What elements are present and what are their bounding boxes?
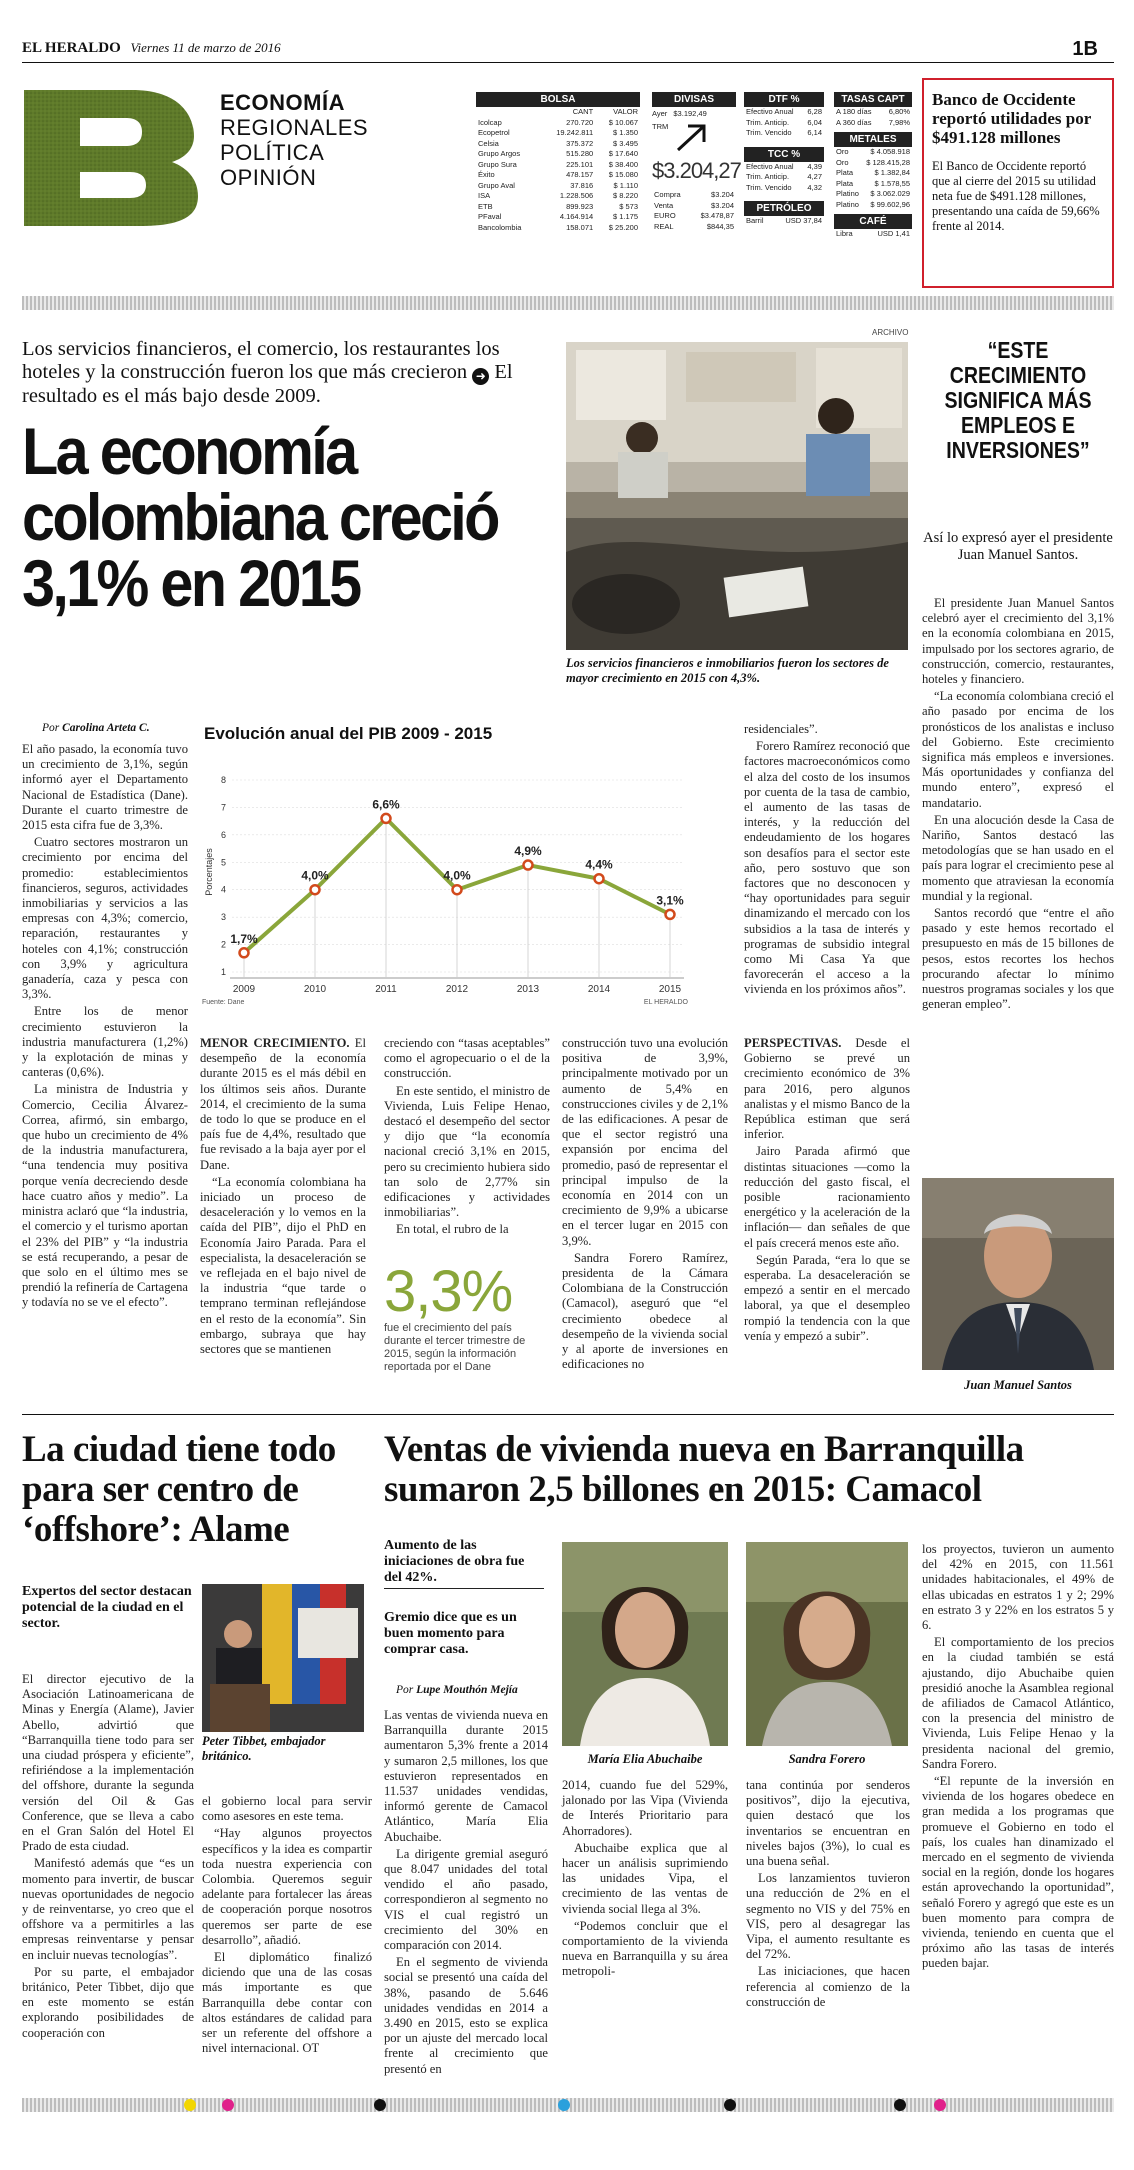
- chart-data-label: 4,0%: [301, 868, 329, 883]
- paragraph: En una alocución desde la Casa de Nariño, Santos destacó las metodologías que se han usado en el país para lograr el crecimiento pese al momento que atraviesan la economía mundial y la regional.: [922, 812, 1114, 903]
- row-label: Ecopetrol: [478, 128, 510, 137]
- santos-caption: Juan Manuel Santos: [964, 1378, 1072, 1392]
- divisas-ayer-value: $3.192,49: [673, 109, 707, 118]
- chart-point: [595, 874, 604, 883]
- paragraph: creciendo con “tasas aceptables” como el agropecuario o el de la construcción.: [384, 1036, 550, 1081]
- paper-name: EL HERALDO: [22, 40, 121, 56]
- bolsa-row: [476, 170, 640, 181]
- chart-y-tick: 8: [220, 775, 226, 785]
- row-value: 1.228.506: [559, 191, 594, 200]
- dtf-row: [744, 118, 824, 129]
- petroleo-label: Barril: [746, 216, 764, 225]
- divisas-ayer-label: Ayer: [652, 109, 668, 118]
- paragraph: “Podemos concluir que el comportamiento de la vivienda nueva en Barranquilla y su área metropoli-: [562, 1918, 728, 1979]
- paragraph: residenciales”.: [744, 722, 818, 736]
- paragraph-text: El desempeño de la economía durante 2015 es el más débil en los últimos seis años. Durante 2014, el crecimiento de la suma de todo lo que se produce en el país fue de 4,4%, resultado que fue revisado a la baja ayer por el Dane.: [200, 1036, 366, 1172]
- kicker-perspectivas: PERSPECTIVAS.: [744, 1036, 842, 1050]
- byline-author: Lupe Mouthón Mejía: [416, 1684, 518, 1696]
- paragraph: Las ventas de vivienda nueva en Barranquilla durante 2015 aumentaron 5,3% frente a 2014 y sumaron 2,5 millones, los que estuvieron representados en 11.537 unidades vendidas, informó gerente de Camacol Atlántico, María Elia Abuchaibe.: [384, 1708, 548, 1844]
- section-economia: ECONOMÍA: [220, 90, 345, 115]
- row-label: Bancolombia: [478, 222, 522, 232]
- paragraph: construcción tuvo una evolución positiva de 3,9%, principalmente motivado por un aumento de 5,4% en construcciones civiles y de 2,1% de las edificaciones. A pesar de que el sector registró una expansión por encima del promedio, pasó de representar el principal impulso de la economía en 2014 con un crecimiento de 9,9% a ubicarse en el tercer lugar en 2015 con 3,9%.: [562, 1036, 728, 1248]
- row-label: PFaval: [478, 212, 502, 221]
- lead-column-2: [200, 1036, 366, 1359]
- row-value: 4,39: [807, 161, 822, 171]
- paragraph-text: Desde el Gobierno se prevé un crecimiento económico de 3% para 2016, pero algunos analistas y el mismo Banco de la República estiman que será inferior.: [744, 1036, 910, 1142]
- chart-data-label: 1,7%: [230, 931, 258, 946]
- row-value: $ 1.350: [612, 128, 638, 137]
- vivienda-column-2: [562, 1778, 728, 1982]
- chart-y-tick: 5: [220, 857, 226, 868]
- ambassador-caption: Peter Tibbet, embajador británico.: [202, 1734, 326, 1763]
- lead-deck: [22, 338, 562, 408]
- cafe-label: Libra: [836, 229, 853, 238]
- page-number: 1B: [1072, 38, 1098, 60]
- row-label: Efectivo Anual: [746, 107, 794, 116]
- paragraph: tana continúa por senderos positivos”, dijo la ejecutiva, quien destacó que los inventarios se encuentran en niveles bajos (3%), lo cual es una buena señal.: [746, 1778, 910, 1869]
- pib-line-chart: [200, 722, 690, 1007]
- paragraph: Por su parte, el embajador británico, Peter Tibbet, dijo que en este momento se están explorando posibilidades de cooperación con: [22, 1964, 194, 2040]
- row-value: $ 25.200: [608, 222, 638, 232]
- chart-point: [382, 814, 391, 823]
- divisas-table: [652, 92, 741, 232]
- offshore-column-2: [202, 1794, 372, 2058]
- row-value: $3.204: [711, 200, 734, 210]
- chart-data-label: 4,4%: [585, 857, 613, 872]
- row-value: $3.478,87: [700, 211, 734, 220]
- chart-point: [311, 885, 320, 894]
- occidente-brief: [922, 78, 1114, 288]
- lead-column-5-top: [744, 722, 910, 1000]
- bank-tellers-photo: [566, 342, 908, 650]
- paragraph: “El repunte de la inversión en vivienda de los hogares obedece en gran medida a los programas que promueve el Gobierno en todo el país, los cuales han dinamizado el mercado en el segmento de vivienda social en la región, donde los hogares están aprovechando la oportunidad”, señaló Forero y agregó que este es un buen momento para compra de vivienda, teniendo en cuenta que el próximo año las tasas de interés pueden bajar.: [922, 1774, 1114, 1971]
- chart-data-label: 3,1%: [656, 893, 684, 908]
- masthead: [22, 40, 281, 57]
- bolsa-row: [476, 191, 640, 202]
- paragraph: El comportamiento de los precios en la ciudad también se está ajustando, dijo Abuchaibe quien presidió anoche la Asamblea regional de afiliados de Camacol Atlántico, con la presencia del ministro de Vivienda, Luis Felipe Henao y la presidenta nacional del gremio, Sandra Forero.: [922, 1635, 1114, 1771]
- separator-stripe: [22, 296, 1114, 310]
- row-value: $ 3.062.029: [870, 189, 910, 198]
- row-value: $ 128.415,28: [866, 157, 910, 167]
- paragraph: Las iniciaciones, que hacen referencia al comienzo de la construcción de: [746, 1964, 910, 2009]
- paragraph: los proyectos, tuvieron un aumento del 42% en 2015, con 11.561 unidades habitacionales, el 49% de ellas ubicadas en estratos 1 y 2; 29% en estrato 3 y 22% en los estratos 5 y 6.: [922, 1542, 1114, 1633]
- tasas-table: [834, 92, 912, 240]
- row-value: 37.816: [570, 180, 594, 190]
- lead-headline: La economía colombiana creció 3,1% en 2015: [22, 414, 498, 620]
- row-value: $ 1.382,84: [874, 168, 910, 177]
- dtf-table: [744, 92, 824, 227]
- trm-value: $3.204,27: [652, 158, 741, 183]
- santos-intro: Así lo expresó ayer el presidente Juan Manuel Santos.: [923, 530, 1113, 563]
- divisas-row: [652, 222, 736, 233]
- chart-x-tick: 2011: [375, 984, 397, 995]
- cafe-title: CAFÉ: [834, 214, 912, 229]
- occidente-body: El Banco de Occidente reportó que al cierre del 2015 su utilidad neta fue de $491.128 millones, presentando una caída de 59,66% frente al 2014.: [932, 159, 1100, 233]
- row-value: 4,27: [807, 172, 822, 181]
- paragraph: En el segmento de vivienda social se presentó una caída del 38%, pasando de 5.646 unidades vendidas en 2014 a 3.490 en 2015, esto se explica por un ajuste del mercado local frente al crecimiento que presentó en: [384, 1955, 548, 2076]
- paragraph: El diplomático finalizó diciendo que una de las cosas más importante es que Barranquilla debe contar con altos estándares de calidad para ser un referente del offshore a nivel internacional. OT: [202, 1950, 372, 2056]
- row-value: 375.372: [566, 138, 594, 148]
- chart-x-tick: 2012: [445, 984, 469, 995]
- deck-part1: Los servicios financieros, el comercio, los restaurantes los hoteles y la construcción fueron los que más crecieron: [22, 338, 500, 383]
- section-politica: POLÍTICA: [220, 140, 325, 165]
- row-value: 4,32: [807, 182, 822, 192]
- tasas-row: [834, 107, 912, 118]
- row-value: $ 573: [619, 201, 638, 211]
- row-label: ETB: [478, 201, 493, 211]
- bolsa-row: [476, 128, 640, 139]
- row-value: 515.280: [566, 149, 594, 158]
- chart-point: [666, 910, 675, 919]
- chart-x-tick: 2010: [303, 984, 327, 995]
- row-label: Plata: [836, 168, 854, 177]
- chart-point: [453, 885, 462, 894]
- row-value: 158.071: [566, 222, 594, 232]
- paragraph: Entre los de menor crecimiento estuvieron la industria manufacturera (1,2%) y la explotación de minas y canteras (0,6%).: [22, 1004, 188, 1080]
- tasas-title: TASAS CAPT: [834, 92, 912, 107]
- dtf-row: [744, 128, 824, 139]
- divisas-row: [652, 201, 736, 212]
- santos-body: [922, 596, 1114, 1014]
- row-value: 6,14: [807, 128, 822, 137]
- deck-part2: El resultado es el más bajo desde 2009.: [22, 361, 513, 407]
- metales-row: [834, 168, 912, 179]
- abuchaibe-caption: María Elia Abuchaibe: [587, 1752, 703, 1766]
- chart-x-tick: 2013: [516, 984, 540, 995]
- metales-row: [834, 179, 912, 190]
- offshore-column-1: [22, 1672, 194, 2043]
- paragraph: El presidente Juan Manuel Santos celebró ayer el crecimiento del 3,1% en la economía colombiana en 2015, impulsado por los sectores agrario, de construcción, comercio, restaurantes, hoteles y financiero.: [922, 596, 1114, 687]
- row-label: Éxito: [478, 170, 495, 179]
- row-label: Compra: [654, 190, 681, 199]
- lead-byline: [42, 722, 150, 734]
- row-value: 478.157: [566, 170, 594, 179]
- paragraph: Los lanzamientos tuvieron una reducción de 2% en el segmento no VIS y del 75% en VIS, pero al desagregar las Vipa, el aumento resultante es del 72%.: [746, 1871, 910, 1962]
- chart-point: [524, 861, 533, 870]
- paragraph: Abuchaibe explica que al hacer un análisis suprimiendo las unidades Vipa, el crecimiento de las ventas de vivienda social llega al 3%.: [562, 1840, 728, 1916]
- chart-x-tick: 2009: [232, 984, 256, 995]
- bolsa-row: [476, 212, 640, 223]
- chart-y-tick: 2: [220, 939, 226, 950]
- paragraph: “La economía colombiana creció el año pasado por encima de los pronósticos de los analistas e incluso del Gobierno. Este crecimiento significa más empleos e inversiones. Más oportunidades y confianza del mundo entero”, expresó el mandatario.: [922, 689, 1114, 810]
- forero-portrait: [746, 1542, 908, 1746]
- row-label: Trim. Vencido: [746, 128, 792, 137]
- issue-date: Viernes 11 de marzo de 2016: [130, 40, 281, 55]
- row-value: $3.204: [711, 190, 734, 199]
- section-letter-logo: [22, 88, 200, 228]
- vivienda-column-4: [922, 1542, 1114, 1974]
- row-value: 6,04: [807, 117, 822, 127]
- paragraph: La dirigente gremial aseguró que 8.047 unidades del total vendido el año pasado, correspondieron al segmento no VIS el cual registró un crecimiento del 30% en comparación con 2014.: [384, 1846, 548, 1953]
- vivienda-headline: Ventas de vivienda nueva en Barranquilla sumaron 2,5 billones en 2015: Camacol: [384, 1429, 1024, 1510]
- chart-y-tick: 6: [220, 829, 226, 840]
- bolsa-row: [476, 118, 640, 129]
- row-label: A 180 días: [836, 107, 872, 116]
- row-value: $ 17.640: [608, 149, 638, 158]
- divisas-row: [652, 190, 736, 201]
- row-value: 19.242.811: [556, 128, 594, 137]
- lead-photo-caption: Los servicios financieros e inmobiliarios fueron los sectores de mayor crecimiento en 2015 con 4,3%.: [566, 656, 889, 685]
- row-label: Grupo Sura: [478, 159, 517, 169]
- row-label: Platino: [836, 189, 859, 198]
- divisas-trm-label: TRM: [652, 122, 669, 131]
- paragraph: Según Parada, “era lo que se esperaba. La desaceleración se empezó a sentir en el mercado laboral, ya que el desempleo rompió la tendencia con la que venía y empezó a subir”.: [744, 1252, 910, 1343]
- paragraph: Sandra Forero Ramírez, presidenta de la Cámara Colombiana de la Construcción (Camacol), aseguró que “el crecimiento obedece al desempeño de la vivienda social y al aporte de inversiones en edificaciones no: [562, 1250, 728, 1372]
- row-value: $ 8.220: [612, 191, 638, 200]
- cafe-value: USD 1,41: [877, 229, 910, 238]
- row-value: $ 10.067: [608, 117, 638, 127]
- chart-y-tick: 3: [220, 912, 226, 923]
- metales-title: METALES: [834, 132, 912, 147]
- metales-row: [834, 147, 912, 158]
- bolsa-row: [476, 181, 640, 192]
- chart-title: Evolución anual del PIB 2009 - 2015: [204, 724, 493, 743]
- row-label: EURO: [654, 211, 676, 220]
- paragraph: En total, el rubro de la: [396, 1222, 509, 1237]
- paragraph: “Hay algunos proyectos específicos y la idea es compartir toda nuestra experiencia con Colombia. Queremos seguir adelante para fortalecer las áreas de cooperación porque nosotros queremos ser parte de ese desarrollo”, añadió.: [202, 1826, 372, 1947]
- bolsa-title: BOLSA: [476, 92, 640, 107]
- vivienda-column-1: [384, 1708, 548, 2079]
- tasas-row: [834, 118, 912, 129]
- occidente-title: Banco de Occidente reportó utilidades por $491.128 millones: [932, 90, 1091, 147]
- chart-y-tick: 4: [220, 884, 226, 895]
- bolsa-row: [476, 202, 640, 213]
- bolsa-col-valor: VALOR: [613, 107, 638, 116]
- paragraph: Forero Ramírez reconoció que factores macroeconómicos como el alza del costo de los insumos por cuenta de la tasa de cambio, el aumento de las tasas de interés, y la reducción del endeudamiento de los hogares son desafíos para el sector este año, pero sostuvo que son factores que no desconocen y “hay oportunidades para seguir dinamizando el mercado con los subsidios a la tasa de interés y programas de subsidio integral como Mi Casa Ya que favorecerán el acceso a la vivienda en los próximos años”.: [744, 739, 910, 997]
- row-value: 6,80%: [888, 107, 910, 116]
- row-value: $ 4.058.918: [870, 147, 910, 156]
- forero-caption: Sandra Forero: [788, 1752, 866, 1766]
- lead-column-5-bottom: [744, 1036, 910, 1346]
- row-value: 899.923: [566, 201, 594, 211]
- chart-source: Fuente: Dane: [202, 999, 245, 1006]
- bolsa-row: [476, 160, 640, 171]
- chart-x-tick: 2014: [587, 984, 611, 995]
- row-value: $ 1.578,55: [874, 178, 910, 188]
- row-value: 7,98%: [888, 117, 910, 127]
- row-label: Celsia: [478, 138, 499, 148]
- row-label: Icolcap: [478, 117, 502, 127]
- row-value: $ 99.602,96: [870, 199, 910, 209]
- row-value: $ 15.080: [608, 170, 638, 179]
- metales-row: [834, 200, 912, 211]
- byline-prefix: Por: [42, 722, 60, 734]
- row-label: Platino: [836, 199, 859, 209]
- kicker-menor-crecimiento: MENOR CRECIMIENTO.: [200, 1036, 350, 1050]
- header-rule: [22, 62, 1114, 63]
- offshore-subhead: Expertos del sector destacan potencial de la ciudad en el sector.: [22, 1584, 192, 1631]
- metales-row: [834, 158, 912, 169]
- paragraph: el gobierno local para servir como asesores en este tema.: [202, 1794, 372, 1824]
- row-label: Efectivo Anual: [746, 161, 794, 171]
- row-label: ISA: [478, 191, 491, 200]
- paragraph: 2014, cuando fue del 529%, jalonado por las Vipa (Vivienda de Interés Prioritario para Ahorradores).: [562, 1778, 728, 1838]
- chart-x-tick: 2015: [658, 984, 682, 995]
- row-value: 4.164.914: [559, 212, 594, 221]
- tcc-title: TCC %: [744, 147, 824, 162]
- chart-data-label: 6,6%: [372, 797, 400, 812]
- row-label: Oro: [836, 147, 849, 156]
- row-label: Trim. Anticip.: [746, 172, 790, 181]
- metales-row: [834, 189, 912, 200]
- row-value: $844,35: [706, 221, 734, 231]
- row-label: Plata: [836, 178, 854, 188]
- paragraph: Santos recordó que “entre el año pasado y este hemos recortado el presupuesto en más de 15 billones de pesos, estos recortes los hechos procurando afectar lo mínimo nuestros programas sociales y los que generan empleo”.: [922, 906, 1114, 1012]
- bolsa-row: [476, 149, 640, 160]
- abuchaibe-portrait: [562, 1542, 728, 1746]
- row-label: Oro: [836, 157, 849, 167]
- santos-portrait: [922, 1178, 1114, 1370]
- highlight-figure: 3,3%: [384, 1259, 513, 1324]
- santos-quote: “ESTE CRECIMIENTO SIGNIFICA MÁS EMPLEOS E INVERSIONES”: [944, 337, 1092, 463]
- paragraph: Manifestó además que “es un momento para invertir, de buscar nuevas oportunidades de negocio y de reinventarse, yo creo que el offshore va a permitirles a las empresas reinventarse y pensar en incluir nuevas tecnologías”.: [22, 1856, 194, 1962]
- section-opinion: OPINIÓN: [220, 165, 317, 190]
- chart-data-label: 4,0%: [443, 868, 471, 883]
- paragraph: En este sentido, el ministro de Vivienda, Luis Felipe Henao, destacó el desempeño del sector y dijo que “la economía nacional creció 3,1% en 2015, pero su crecimiento hubiera sido tan solo de 2,77% sin edificaciones y actividades inmobiliarias”.: [384, 1083, 550, 1220]
- paragraph: [744, 1036, 910, 1142]
- byline-prefix: Por: [396, 1684, 414, 1696]
- tcc-row: [744, 183, 824, 194]
- offshore-headline: La ciudad tiene todo para ser centro de ‘offshore’: Alame: [22, 1429, 336, 1550]
- row-value: 6,28: [807, 107, 822, 116]
- row-label: A 360 días: [836, 117, 872, 127]
- paragraph: Cuatro sectores mostraron un crecimiento por encima del promedio: establecimientos financieros, seguros, actividades inmobiliarias y servicios a las empresas con 4,3%; comercio, reparación, restaurantes y hoteles con 4,1%; construcción con 3,9% y agricultura ganadería, caza y pesca con 3,3%.: [22, 835, 188, 1002]
- highlight-note: fue el crecimiento del país durante el tercer trimestre de 2015, según la información reportada por el Dane: [384, 1322, 526, 1373]
- arrow-right-circle-icon: ➜: [472, 368, 489, 385]
- tcc-row: [744, 162, 824, 173]
- bolsa-row: [476, 223, 640, 234]
- petroleo-title: PETRÓLEO: [744, 201, 824, 216]
- dtf-title: DTF %: [744, 92, 824, 107]
- row-label: Trim. Vencido: [746, 182, 792, 192]
- row-value: 225.101: [566, 159, 594, 169]
- ambassador-photo: [202, 1584, 364, 1732]
- vivienda-column-3: [746, 1778, 910, 2012]
- tcc-row: [744, 172, 824, 183]
- section-rule: [22, 1414, 1114, 1415]
- byline-author: Carolina Arteta C.: [62, 722, 150, 734]
- row-value: 270.720: [566, 117, 594, 127]
- bolsa-row: [476, 139, 640, 150]
- chart-point: [240, 948, 249, 957]
- paragraph: El director ejecutivo de la Asociación Latinoamericana de Minas y Energía (Alame), Javier Abello, advirtió que “Barranquilla tiene todo para ser una ciudad próspera y eficiente”, refiriéndose a la implementación del offshore, durante la segunda versión del Oil & Gas Conference, que se lleva a cabo en el Gran Salón del Hotel El Prado de esta ciudad.: [22, 1672, 194, 1854]
- chart-y-tick: 7: [220, 802, 226, 813]
- section-regionales: REGIONALES: [220, 115, 369, 140]
- bolsa-table: [476, 92, 640, 233]
- lead-column-4: [562, 1036, 728, 1374]
- petroleo-value: USD 37,84: [785, 216, 822, 225]
- row-label: Venta: [654, 200, 674, 210]
- divisas-title: DIVISAS: [652, 92, 736, 107]
- row-label: Grupo Aval: [478, 180, 515, 190]
- row-label: REAL: [654, 221, 674, 231]
- row-value: $ 1.175: [612, 212, 638, 221]
- chart-credit: EL HERALDO: [643, 999, 688, 1006]
- row-value: $ 38.400: [608, 159, 638, 169]
- row-value: $ 1.110: [613, 180, 638, 190]
- divisas-row: [652, 211, 736, 222]
- paragraph: [200, 1036, 366, 1173]
- chart-y-tick: 1: [220, 967, 226, 977]
- paragraph: “La economía colombiana ha iniciado un proceso de desaceleración y lo vemos en la caída del PIB”, dijo el PhD en Economía Jairo Parada. Para el especialista, la desaceleración se ve reflejada en el bajo nivel de la industria “que tarde o temprano terminan reflejándose en el resto de la economía”. Sin embargo, subraya que hay sectores que se mantienen: [200, 1174, 366, 1357]
- dtf-row: [744, 107, 824, 118]
- vivienda-subhead-1: Aumento de las iniciaciones de obra fue del 42%.: [384, 1538, 544, 1589]
- lead-column-3: [384, 1036, 550, 1240]
- photo-credit: ARCHIVO: [872, 328, 909, 337]
- row-value: $ 3.495: [612, 138, 638, 148]
- paragraph: Jairo Parada afirmó que distintas situaciones —como la reducción del gasto fiscal, el posible racionamiento energético y la aceleración de la inflación— dan señales de que el país crecerá menos este año.: [744, 1144, 910, 1250]
- chart-data-label: 4,9%: [514, 844, 542, 859]
- section-list: [220, 90, 368, 190]
- row-label: Trim. Anticip.: [746, 117, 790, 127]
- paragraph: El año pasado, la economía tuvo un crecimiento de 3,1%, según informó ayer el Departamento Nacional de Estadística (Dane). Durante el cuarto trimestre de 2015 esta cifra fue de 3,3%.: [22, 742, 188, 833]
- bolsa-col-cant: CANT: [572, 107, 594, 116]
- lead-column-1: [22, 742, 188, 1313]
- chart-y-axis-label: Porcentajes: [204, 848, 214, 896]
- paragraph: La ministra de Industria y Comercio, Cecilia Álvarez-Correa, afirmó, sin embargo, que hubo un crecimiento de 4% de la industria manufacturera, “una tendencia muy positiva porque venía decreciendo desde hace cuatro años y medio”. La ministra aclaró que “la industria, el comercio y el turismo aportan el 23% del PIB” y “la industria se está recuperando, a pesar de que solo en el último mes se prendió la refinería de Cartagena y todavía no se ve el efecto”.: [22, 1082, 188, 1310]
- row-label: Grupo Argos: [478, 149, 521, 158]
- arrow-up-right-icon: [674, 122, 710, 152]
- vivienda-subhead-2: Gremio dice que es un buen momento para comprar casa.: [384, 1610, 517, 1657]
- color-registration-marks: [0, 2096, 1134, 2114]
- vivienda-byline: [396, 1684, 518, 1696]
